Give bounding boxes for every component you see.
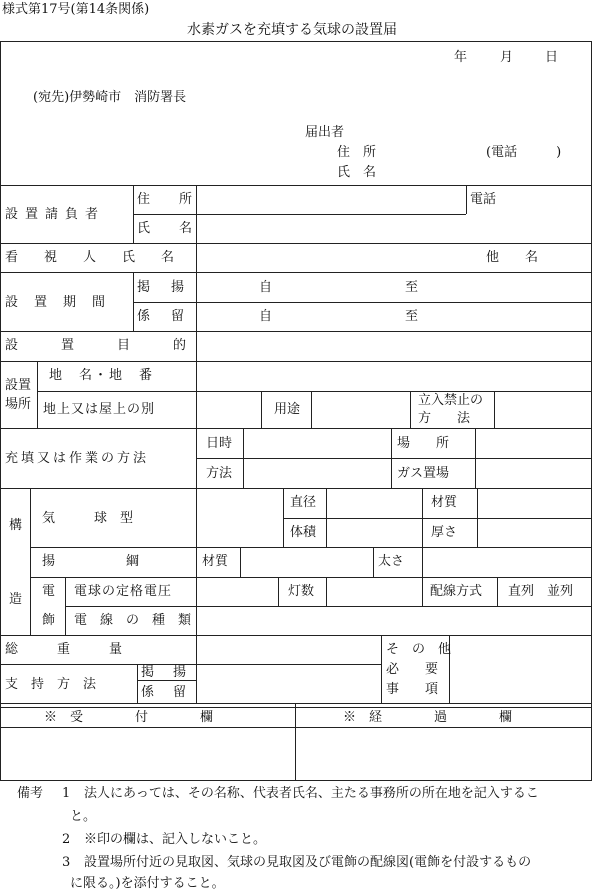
rule: [466, 185, 467, 214]
rule: [133, 272, 134, 331]
rule: [30, 577, 592, 578]
period-moor-from: 自: [259, 309, 273, 324]
installer-address-field[interactable]: [197, 186, 465, 213]
thickness-label: 厚さ: [431, 525, 458, 540]
watcher-name-field[interactable]: [197, 244, 477, 271]
note-2-number: 2: [62, 832, 71, 847]
place-restrict-label-line2: 方 法: [418, 411, 471, 426]
notifier-address-label: 住 所: [337, 145, 377, 160]
rule: [326, 488, 327, 547]
note-1-number: 1: [62, 786, 71, 801]
period-moor-label: 係 留: [137, 309, 189, 324]
note-2-line1: ※印の欄は、記入しないこと。: [84, 832, 267, 847]
frame-top: [0, 41, 592, 42]
period-label: 設置期間: [5, 295, 122, 310]
rule: [133, 185, 134, 243]
double-rule: [0, 703, 592, 708]
place-use-label: 用途: [274, 402, 301, 417]
period-raise-label: 掲 揚: [137, 280, 189, 295]
support-raise-label: 掲 揚: [141, 665, 190, 680]
rule: [30, 488, 31, 635]
note-1-line2: と。: [70, 809, 97, 824]
rule: [311, 391, 312, 428]
rule: [37, 361, 38, 428]
rule: [475, 428, 476, 488]
purpose-label: 設 置 目 的: [5, 338, 202, 353]
place-address-field[interactable]: [197, 362, 591, 390]
wiring-options[interactable]: 直列 並列: [508, 584, 574, 599]
rule: [0, 664, 381, 665]
method-label: 充填又は作業の方法: [5, 451, 150, 466]
balloon-type-label: 気 球 型: [42, 511, 134, 526]
rule: [133, 302, 592, 303]
rule: [381, 635, 382, 703]
note-1-line1: 法人にあっては、その名称、代表者氏名、主たる事務所の所在地を記入するこ: [84, 786, 539, 801]
rule: [0, 272, 592, 273]
period-raise-from: 自: [259, 280, 273, 295]
rule: [261, 391, 262, 428]
total-weight-label: 総 重 量: [5, 642, 123, 657]
addressee: (宛先)伊勢崎市 消防署長: [33, 90, 187, 105]
period-raise-to: 至: [405, 280, 419, 295]
rule: [326, 577, 327, 606]
other-label-line1: そ の 他: [386, 642, 452, 657]
volume-label: 体積: [290, 525, 317, 540]
rule: [477, 488, 478, 547]
rule: [0, 428, 592, 429]
other-label-line2: 必 要: [386, 662, 439, 677]
bulb-count-label: 灯数: [288, 584, 315, 599]
rule: [391, 428, 392, 488]
date-day-label: 日: [545, 50, 559, 65]
notifier-label: 届出者: [305, 125, 345, 140]
installer-name-label: 氏 名: [137, 221, 201, 236]
notes-label: 備考: [17, 786, 44, 801]
rated-voltage-label: 電球の定格電圧: [74, 584, 173, 599]
rule: [422, 488, 423, 547]
datetime-label: 日時: [206, 436, 233, 451]
frame-left: [0, 41, 1, 781]
tether-thickness-label: 太さ: [378, 554, 405, 569]
rule: [0, 635, 592, 636]
rule: [65, 606, 592, 607]
watcher-label: 看視人氏名: [5, 250, 201, 265]
date-month-label: 月: [500, 50, 514, 65]
installer-name-field[interactable]: [197, 215, 591, 242]
rule: [240, 547, 241, 577]
purpose-field[interactable]: [197, 332, 591, 360]
place-address-label: 地 名・地 番: [49, 368, 155, 383]
rule: [283, 518, 592, 519]
method-sub-label: 方法: [206, 466, 233, 481]
rule: [137, 664, 138, 703]
wire-type-label: 電 線 の 種 類: [74, 613, 192, 628]
installer-address-label: 住 所: [137, 192, 201, 207]
date-year-label: 年: [454, 50, 468, 65]
rule: [137, 680, 196, 681]
period-moor-to: 至: [405, 309, 419, 324]
diameter-label: 直径: [290, 495, 317, 510]
structure-label-line1: 構: [9, 518, 23, 533]
location-label: 場 所: [397, 436, 450, 451]
frame-bottom: [0, 780, 592, 781]
rule: [410, 391, 411, 428]
gas-storage-label: ガス置場: [397, 466, 450, 481]
tether-label: 揚 綱: [42, 554, 141, 569]
reception-header: ※ 受 付 欄: [44, 710, 214, 725]
wiring-label: 配線方式: [430, 584, 483, 599]
watcher-other-count: 他 名: [486, 250, 539, 265]
note-3-line1: 設置場所付近の見取図、気球の見取図及び電飾の配線図(電飾を付設するもの: [84, 855, 532, 870]
form-title: 水素ガスを充填する気球の設置届: [187, 22, 397, 38]
place-label-line1: 設置: [5, 378, 32, 393]
rule: [30, 547, 592, 548]
progress-header: ※ 経 過 欄: [343, 710, 513, 725]
rule: [373, 547, 374, 577]
material-label: 材質: [431, 495, 458, 510]
rule: [497, 577, 498, 606]
other-label-line3: 事 項: [386, 682, 439, 697]
rule: [243, 428, 244, 488]
place-restrict-label-line1: 立入禁止の: [418, 393, 484, 408]
installer-label: 設置請負者: [5, 207, 106, 222]
structure-label-line2: 造: [9, 592, 23, 607]
rule: [295, 703, 296, 780]
tether-material-label: 材質: [202, 554, 229, 569]
form-number: 様式第17号(第14条関係): [2, 2, 150, 17]
rule: [278, 577, 279, 606]
rule: [0, 488, 592, 489]
note-3-number: 3: [62, 855, 71, 870]
support-label: 支 持 方 法: [5, 677, 97, 692]
electric-label-line1: 電: [42, 584, 56, 599]
rule: [422, 547, 423, 577]
installer-phone-label: 電話: [470, 192, 497, 207]
notifier-name-label: 氏 名: [337, 165, 377, 180]
support-moor-label: 係 留: [141, 685, 190, 700]
notifier-phone-label: (電話 ): [486, 145, 562, 160]
place-label-line2: 場所: [5, 397, 32, 412]
rule: [196, 458, 592, 459]
place-ground-label: 地上又は屋上の別: [43, 402, 156, 417]
rule: [422, 577, 423, 606]
note-3-line2: に限る。)を添付すること。: [70, 876, 225, 891]
rule: [283, 488, 284, 547]
rule: [494, 391, 495, 428]
rule: [65, 577, 66, 635]
rule: [0, 727, 592, 728]
electric-label-line2: 飾: [42, 613, 56, 628]
rule: [37, 391, 592, 392]
